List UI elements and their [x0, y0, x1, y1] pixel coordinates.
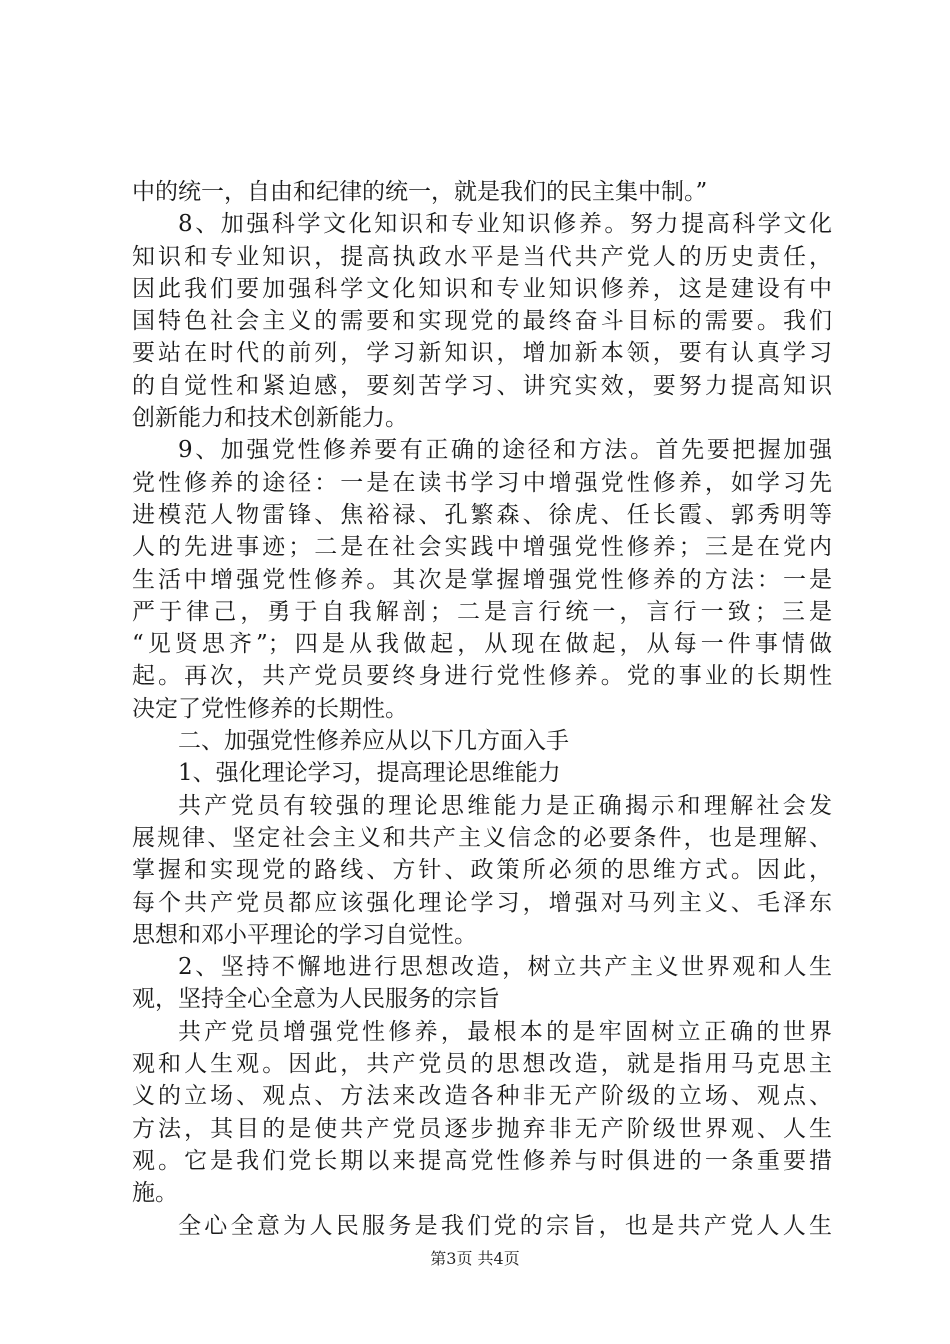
text-line: 观和人生观。因此，共产党员的思想改造，就是指用马克思主	[132, 1051, 832, 1078]
text-line: 观。它是我们党长期以来提高党性修养与时俱进的一条重要措	[132, 1147, 832, 1174]
text-line: 9、加强党性修养要有正确的途径和方法。首先要把握加强	[178, 437, 832, 464]
text-line: 起。再次，共产党员要终身进行党性修养。党的事业的长期性	[132, 663, 832, 690]
document-body	[132, 176, 832, 1242]
text-line: “见贤思齐”；四是从我做起，从现在做起，从每一件事情做	[132, 631, 832, 658]
text-line: 严于律己，勇于自我解剖；二是言行统一，言行一致；三是	[132, 598, 832, 625]
text-line: 要站在时代的前列，学习新知识，增加新本领，要有认真学习	[132, 340, 832, 367]
text-line: 8、加强科学文化知识和专业知识修养。努力提高科学文化	[178, 211, 832, 238]
text-line: 方法，其目的是使共产党员逐步抛弃非无产阶级世界观、人生	[132, 1115, 832, 1142]
text-line: 决定了党性修养的长期性。	[132, 695, 408, 722]
text-line: 2、坚持不懈地进行思想改造，树立共产主义世界观和人生	[178, 954, 832, 981]
text-line: 施。	[132, 1180, 178, 1207]
text-line: 1、强化理论学习，提高理论思维能力	[178, 760, 561, 787]
text-line: 的自觉性和紧迫感，要刻苦学习、讲究实效，要努力提高知识	[132, 372, 832, 399]
text-line: 党性修养的途径：一是在读书学习中增强党性修养，如学习先	[132, 469, 832, 496]
text-line: 知识和专业知识，提高执政水平是当代共产党人的历史责任，	[132, 243, 832, 270]
text-line: 掌握和实现党的路线、方针、政策所必须的思维方式。因此，	[132, 857, 832, 884]
text-line: 义的立场、观点、方法来改造各种非无产阶级的立场、观点、	[132, 1083, 832, 1110]
text-line: 思想和邓小平理论的学习自觉性。	[132, 921, 477, 948]
text-line: 进模范人物雷锋、焦裕禄、孔繁森、徐虎、任长霞、郭秀明等	[132, 501, 832, 528]
text-line: 全心全意为人民服务是我们党的宗旨，也是共产党人人生	[178, 1212, 832, 1239]
text-line: 人的先进事迹；二是在社会实践中增强党性修养；三是在党内	[132, 534, 832, 561]
page-footer: 第3页 共4页	[430, 1249, 520, 1268]
text-line: 国特色社会主义的需要和实现党的最终奋斗目标的需要。我们	[132, 308, 832, 335]
text-line: 创新能力和技术创新能力。	[132, 405, 408, 432]
text-line: 每个共产党员都应该强化理论学习，增强对马列主义、毛泽东	[132, 889, 832, 916]
text-line: 展规律、坚定社会主义和共产主义信念的必要条件，也是理解、	[132, 824, 832, 851]
text-line: 共产党员有较强的理论思维能力是正确揭示和理解社会发	[178, 792, 832, 819]
text-line: 观，坚持全心全意为人民服务的宗旨	[132, 986, 500, 1013]
text-line: 二、加强党性修养应从以下几方面入手	[178, 728, 569, 755]
text-line: 共产党员增强党性修养，最根本的是牢固树立正确的世界	[178, 1018, 832, 1045]
text-line: 中的统一，自由和纪律的统一，就是我们的民主集中制。”	[132, 179, 708, 205]
text-line: 因此我们要加强科学文化知识和专业知识修养，这是建设有中	[132, 275, 832, 302]
text-line: 生活中增强党性修养。其次是掌握增强党性修养的方法：一是	[132, 566, 832, 593]
